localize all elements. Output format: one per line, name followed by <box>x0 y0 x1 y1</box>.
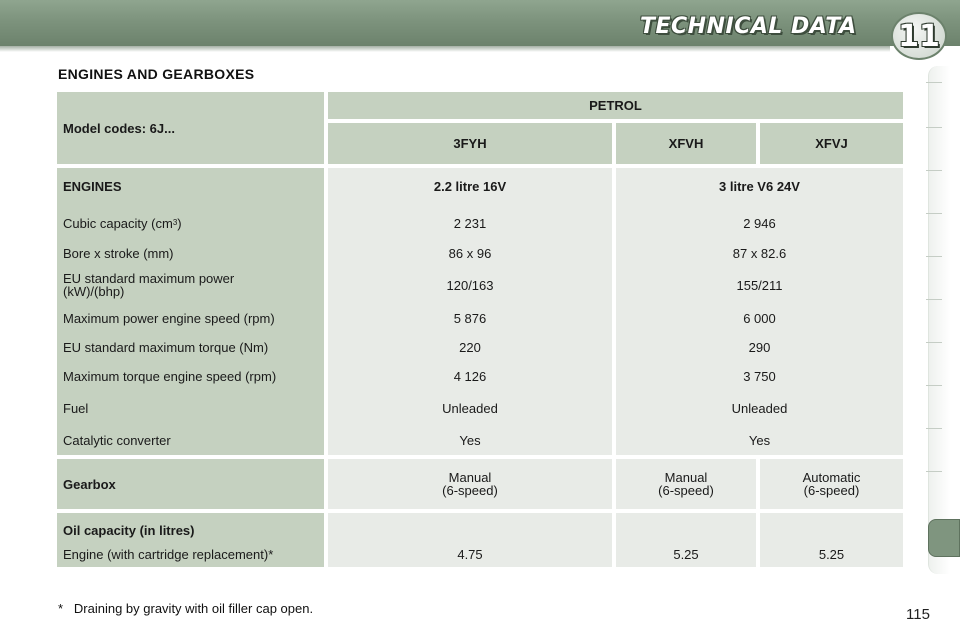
oil-value-xfvh: 5.25 <box>673 546 699 562</box>
tab-divider <box>926 82 942 83</box>
section-title: ENGINES AND GEARBOXES <box>58 66 255 82</box>
footnote: * Draining by gravity with oil filler cap open. <box>58 601 314 616</box>
oil-capacity-heading: Oil capacity (in litres) <box>63 522 195 538</box>
spec-label-catalytic: Catalytic converter <box>63 432 171 448</box>
oil-engine-label: Engine (with cartridge replacement)* <box>63 546 274 562</box>
tab-divider <box>926 256 942 257</box>
tab-divider <box>926 299 942 300</box>
spec-value: 2 231 <box>453 215 487 231</box>
chapter-tab-active[interactable] <box>928 519 960 557</box>
spec-value: 155/211 <box>736 277 783 293</box>
spec-value: 2 946 <box>743 215 776 231</box>
tab-divider <box>926 127 942 128</box>
oil-value-xfvj: 5.25 <box>818 546 845 562</box>
tab-divider <box>926 428 942 429</box>
gearbox-3fyh: Manual (6-speed) <box>328 459 612 509</box>
spec-value: 120/163 <box>446 277 494 293</box>
chapter-tab-strip <box>928 66 950 574</box>
fuel-group-header: PETROL <box>328 92 903 119</box>
oil-value-3fyh: 4.75 <box>457 546 483 562</box>
engine-type-22: 2.2 litre 16V <box>433 178 507 194</box>
model-codes-label: Model codes: 6J... <box>57 92 324 164</box>
spec-value: 86 x 96 <box>448 245 492 261</box>
model-code-xfvj: XFVJ <box>760 123 903 164</box>
chapter-badge <box>891 12 947 60</box>
chapter-number: 11 <box>898 18 940 54</box>
engine-type-v6: 3 litre V6 24V <box>719 178 800 194</box>
spec-value: Yes <box>748 432 771 448</box>
tab-divider <box>926 342 942 343</box>
spec-value: 3 750 <box>743 368 776 384</box>
model-code-xfvh: XFVH <box>616 123 756 164</box>
tab-divider <box>926 385 942 386</box>
spec-value: 4 126 <box>453 368 487 384</box>
spec-value: 6 000 <box>743 310 776 326</box>
gearbox-xfvh: Manual (6-speed) <box>616 459 756 509</box>
spec-label-bore-stroke: Bore x stroke (mm) <box>63 245 174 261</box>
spec-value: 220 <box>459 339 481 355</box>
spec-label-max-power: EU standard maximum power (kW)/(bhp) <box>63 271 235 299</box>
model-code-3fyh: 3FYH <box>328 123 612 164</box>
engines-heading: ENGINES <box>63 178 122 194</box>
spec-label-torque-speed: Maximum torque engine speed (rpm) <box>63 368 277 384</box>
tab-divider <box>926 213 942 214</box>
spec-value: 87 x 82.6 <box>732 245 787 261</box>
gearbox-label: Gearbox <box>57 459 324 509</box>
spec-label-max-torque: EU standard maximum torque (Nm) <box>63 339 269 355</box>
spec-label-fuel: Fuel <box>63 400 89 416</box>
tab-divider <box>926 170 942 171</box>
spec-value: Unleaded <box>442 400 498 416</box>
tab-divider <box>926 471 942 472</box>
spec-value: 5 876 <box>453 310 487 326</box>
spec-value: Yes <box>459 432 481 448</box>
spec-value: Unleaded <box>731 400 788 416</box>
page-number: 115 <box>906 606 930 623</box>
spec-label-power-speed: Maximum power engine speed (rpm) <box>63 310 275 326</box>
spec-label-cubic-capacity: Cubic capacity (cm 3 ) <box>63 215 182 231</box>
gearbox-xfvj: Automatic (6-speed) <box>760 459 903 509</box>
spec-value: 290 <box>748 339 771 355</box>
chapter-title: TECHNICAL DATA <box>640 14 857 39</box>
